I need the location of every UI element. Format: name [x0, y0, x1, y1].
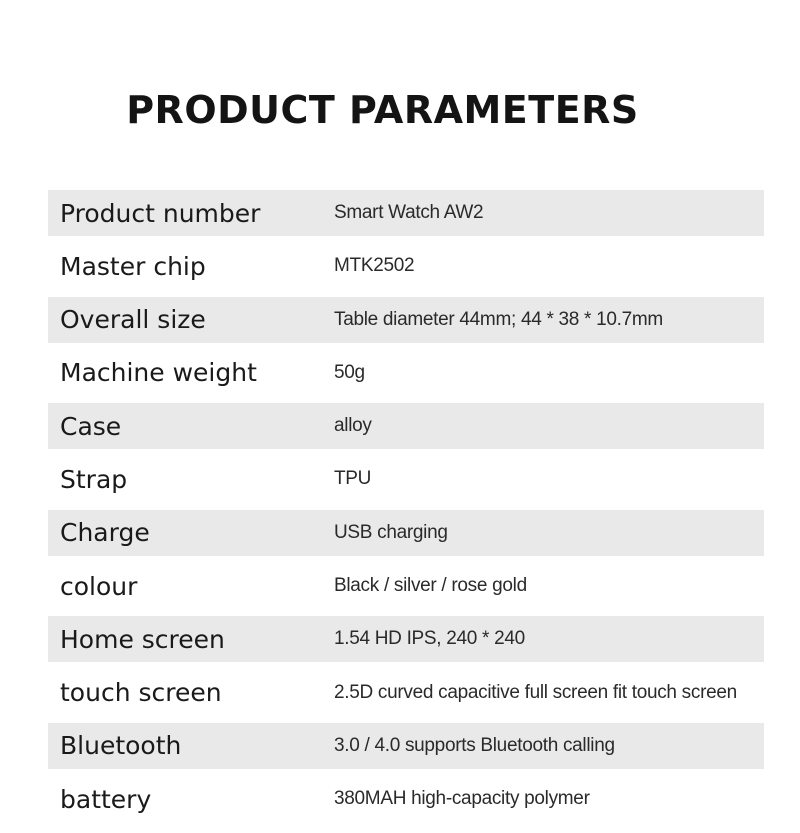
param-row-master-chip [48, 243, 764, 289]
param-value: TPU [334, 468, 372, 490]
param-label: Charge [60, 518, 150, 548]
page-title: PRODUCT PARAMETERS [126, 88, 639, 132]
param-label: battery [60, 784, 152, 814]
param-label: touch screen [60, 678, 222, 708]
param-row-home-screen [48, 616, 764, 662]
param-value: 3.0 / 4.0 supports Bluetooth calling [334, 734, 615, 756]
parameter-table [48, 190, 764, 830]
param-row-charge [48, 510, 764, 556]
param-label: Product number [60, 198, 261, 228]
param-value: alloy [334, 415, 372, 437]
param-value: USB charging [334, 521, 448, 543]
param-row-case [48, 403, 764, 449]
param-value: Table diameter 44mm; 44 * 38 * 10.7mm [334, 308, 663, 330]
param-row-colour [48, 563, 764, 609]
param-value: 380MAH high-capacity polymer [334, 788, 590, 810]
param-label: Bluetooth [60, 731, 182, 761]
param-row-product-number [48, 190, 764, 236]
param-label: Strap [60, 464, 128, 494]
param-label: colour [60, 571, 138, 601]
param-row-machine-weight [48, 350, 764, 396]
param-row-touch-screen [48, 670, 764, 716]
param-value: MTK2502 [334, 255, 415, 277]
param-row-strap [48, 456, 764, 502]
param-value: 2.5D curved capacitive full screen fit touch screen [334, 681, 737, 703]
param-value: Black / silver / rose gold [334, 575, 527, 597]
param-value: 1.54 HD IPS, 240 * 240 [334, 628, 525, 650]
param-label: Machine weight [60, 358, 257, 388]
param-row-overall-size [48, 297, 764, 343]
param-row-battery [48, 776, 764, 822]
param-value: Smart Watch AW2 [334, 202, 484, 223]
param-value: 50g [334, 361, 365, 383]
param-label: Case [60, 411, 122, 441]
param-label: Overall size [60, 305, 206, 335]
param-label: Home screen [60, 624, 225, 654]
param-label: Master chip [60, 251, 206, 281]
param-row-bluetooth [48, 723, 764, 769]
